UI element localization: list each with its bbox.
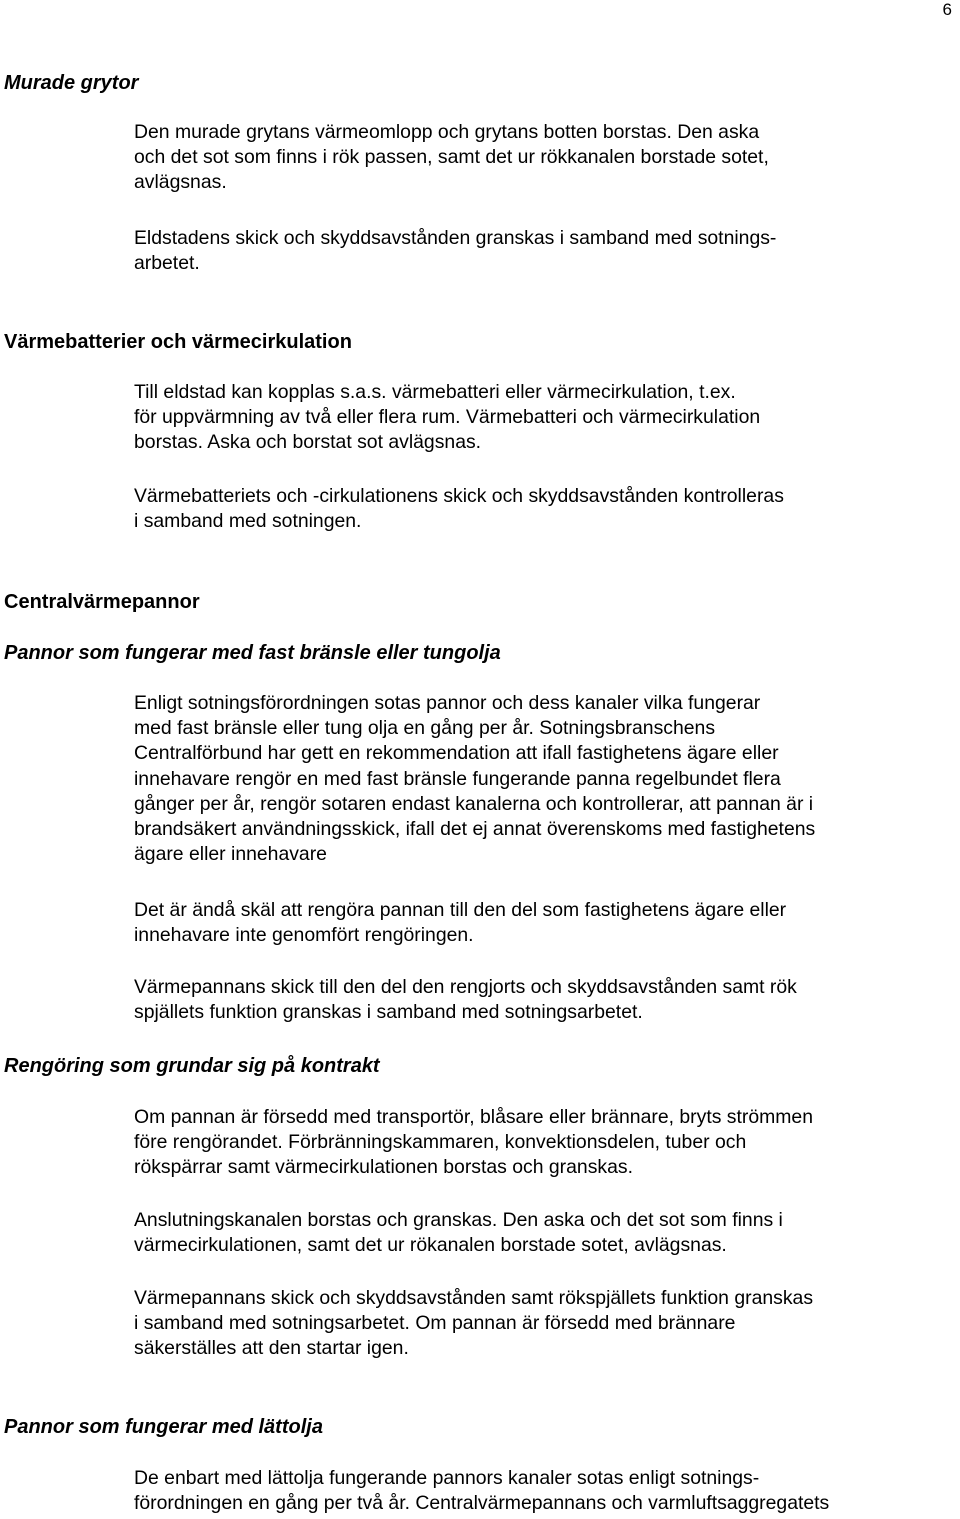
paragraph: Eldstadens skick och skyddsavstånden granskas i samband med sotnings- arbetet. (134, 227, 777, 275)
paragraph: De enbart med lättolja fungerande pannors kanaler sotas enligt sotnings- förordningen en gång per två år. Centralvärmepannans och varmluftsaggregatets (134, 1467, 830, 1515)
paragraph: Anslutningskanalen borstas och granskas. Den aska och det sot som finns i värmecirkulationen, samt det ur rökanalen borstade sotet, avlägsnas. (134, 1209, 783, 1257)
paragraph: Enligt sotningsförordningen sotas pannor och dess kanaler vilka fungerar med fast bränsle eller tung olja en gång per år. Sotningsbranschens Centralförbund har gett en rekommendation att ifall fastighetens ägare eller innehavare rengör en med fast bränsle fungerande panna regelbundet flera gånger per år, rengör sotaren endast kanalerna och kontrollerar, att pannan är i brandsäkert användningsskick, ifall det ej annat överenskoms med fastighetens ägare eller innehavare (134, 692, 816, 866)
heading-kontrakt: Rengöring som grundar sig på kontrakt (4, 1055, 380, 1077)
heading-murade-grytor: Murade grytor (4, 72, 139, 94)
paragraph: Värmepannans skick till den del den rengjorts och skyddsavstånden samt rök spjällets funktion granskas i samband med sotningsarbetet. (134, 976, 797, 1024)
page-number: 6 (942, 0, 952, 19)
paragraph: Värmepannans skick och skyddsavstånden samt rökspjällets funktion granskas i samband med sotningsarbetet. Om pannan är försedd med brännare säkerställes att den startar igen. (134, 1287, 814, 1360)
paragraph: Om pannan är försedd med transportör, blåsare eller brännare, bryts strömmen före rengörandet. Förbränningskammaren, konvektionsdelen, tuber och rökspärrar samt värmecirkulationen borstas och granskas. (134, 1106, 813, 1179)
heading-fast-bransle: Pannor som fungerar med fast bränsle eller tungolja (4, 642, 501, 664)
heading-centralvarmepannor: Centralvärmepannor (4, 591, 200, 613)
paragraph: Det är ändå skäl att rengöra pannan till den del som fastighetens ägare eller innehavare inte genomfört rengöringen. (134, 899, 787, 947)
paragraph: Den murade grytans värmeomlopp och grytans botten borstas. Den aska och det sot som finns i rök passen, samt det ur rökkanalen borstade sotet, avlägsnas. (134, 121, 769, 194)
heading-lattolja: Pannor som fungerar med lättolja (4, 1416, 323, 1438)
heading-varmebatterier: Värmebatterier och värmecirkulation (4, 331, 352, 353)
paragraph: Värmebatteriets och -cirkulationens skick och skyddsavstånden kontrolleras i samband med sotningen. (134, 485, 784, 533)
paragraph: Till eldstad kan kopplas s.a.s. värmebatteri eller värmecirkulation, t.ex. för uppvärmning av två eller flera rum. Värmebatteri och värmecirkulation borstas. Aska och borstat sot avlägsnas. (134, 381, 761, 454)
